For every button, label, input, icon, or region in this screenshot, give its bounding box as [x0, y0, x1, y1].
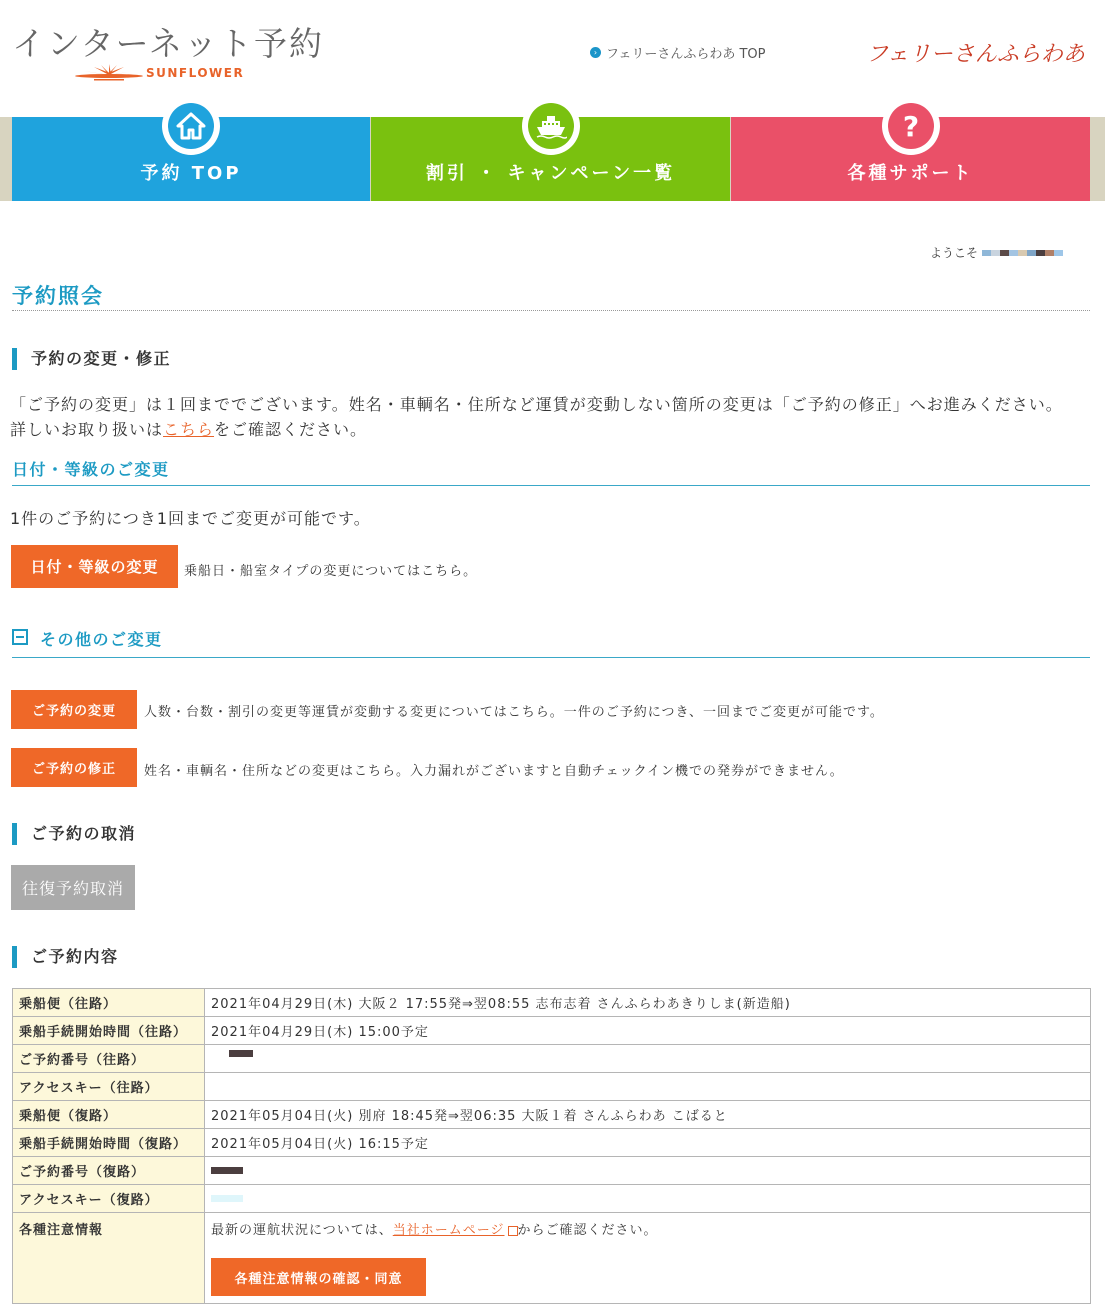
row-label: 乗船手続開始時間（復路）: [13, 1129, 205, 1157]
change-text-2: [10, 417, 1100, 440]
redacted-block: [211, 1167, 243, 1174]
notice-text: [211, 1219, 1084, 1238]
table-row: [13, 1213, 1091, 1304]
change-description: [10, 392, 1100, 440]
notice-text-post: からご確認ください。: [517, 1223, 658, 1238]
section-heading-cancel: ご予約の取消: [12, 823, 136, 845]
collapse-icon[interactable]: [12, 629, 28, 645]
site-title: インターネット予約: [12, 24, 325, 63]
notice-text-pre: 最新の運航状況については、: [211, 1223, 393, 1238]
row-value: 2021年05月04日(火) 16:15予定: [205, 1129, 1091, 1157]
date-change-heading: 日付・等級のご変更: [12, 460, 170, 479]
change-text-1: 「ご予約の変更」は１回まででございます。姓名・車輌名・住所など運賃が変動しない箇所の変更は「ご予約の修正」へお進みください。: [10, 395, 1063, 414]
date-change-note: 乗船日・船室タイプの変更についてはこちら。: [184, 564, 478, 579]
ferry-sunflower-logo[interactable]: フェリーさんふらわあ: [866, 42, 1085, 67]
nav-label: 各種サポート: [847, 163, 974, 184]
table-row: [13, 989, 1091, 1017]
row-value: 2021年04月29日(木) 15:00予定: [205, 1017, 1091, 1045]
welcome-label: ようこそ: [930, 246, 979, 260]
section-heading-change: 予約の変更・修正: [12, 348, 171, 370]
row-label: ご予約番号（復路）: [13, 1157, 205, 1185]
section-heading-details: ご予約内容: [12, 946, 119, 968]
date-change-text: 1件のご予約につき1回までご変更が可能です。: [10, 509, 371, 528]
row-label: 乗船手続開始時間（往路）: [13, 1017, 205, 1045]
page-title: 予約照会: [12, 284, 104, 308]
divider: [12, 657, 1090, 658]
table-row: [13, 1101, 1091, 1129]
row-value: 2021年04月29日(木) 大阪２ 17:55発⇒翌08:55 志布志着 さんふらわあきりしま(新造船): [205, 989, 1091, 1017]
divider: [12, 485, 1090, 486]
homepage-link[interactable]: 当社ホームページ: [392, 1223, 505, 1238]
reservation-change-button[interactable]: ご予約の変更: [11, 690, 137, 729]
row-label: アクセスキー（復路）: [13, 1185, 205, 1213]
brand-name: SUNFLOWER: [146, 66, 245, 80]
row-label: 乗船便（往路）: [13, 989, 205, 1017]
date-class-change-button[interactable]: 日付・等級の変更: [11, 545, 178, 588]
row-label: ご予約番号（往路）: [13, 1045, 205, 1073]
ferry-top-link-label: フェリーさんふらわあ TOP: [606, 47, 766, 62]
sun-logo-icon: [74, 63, 144, 83]
arrow-right-icon: ›: [590, 47, 601, 58]
redacted-username: [982, 250, 1063, 256]
change-text-2-post: をご確認ください。: [214, 420, 368, 439]
divider: [12, 310, 1090, 311]
sunflower-logo[interactable]: [74, 62, 244, 84]
ferry-top-link[interactable]: [590, 43, 766, 62]
details-link[interactable]: こちら: [163, 420, 215, 439]
table-row: [13, 1017, 1091, 1045]
redacted-block: [229, 1050, 253, 1057]
reservation-details-table: [12, 988, 1091, 1304]
notice-cell: [205, 1213, 1091, 1304]
welcome-message: [930, 244, 1063, 261]
table-row: [13, 1129, 1091, 1157]
row-value-redacted: [205, 1157, 1091, 1185]
reservation-change-note: 人数・台数・割引の変更等運賃が変動する変更についてはこちら。一件のご予約につき、一回までご変更が可能です。: [144, 705, 884, 720]
change-text-2-pre: 詳しいお取り扱いは: [10, 420, 164, 439]
row-value-redacted: [205, 1045, 1091, 1073]
table-row: [13, 1185, 1091, 1213]
row-label: 各種注意情報: [13, 1213, 205, 1304]
nav-label: 予約 TOP: [140, 163, 242, 184]
reservation-modify-note: 姓名・車輌名・住所などの変更はこちら。入力漏れがございますと自動チェックイン機での発券ができません。: [144, 764, 844, 779]
ship-icon[interactable]: [522, 97, 580, 155]
other-change-heading[interactable]: その他のご変更: [40, 630, 163, 649]
table-row: [13, 1045, 1091, 1073]
redacted-block: [211, 1195, 243, 1202]
row-value: 2021年05月04日(火) 別府 18:45発⇒翌06:35 大阪１着 さんふらわあ こばると: [205, 1101, 1091, 1129]
external-link-icon: [508, 1226, 518, 1236]
row-label: 乗船便（復路）: [13, 1101, 205, 1129]
nav-label: 割引 ・ キャンペーン一覧: [425, 163, 676, 184]
notice-confirm-button[interactable]: 各種注意情報の確認・同意: [211, 1258, 426, 1296]
reservation-modify-button[interactable]: ご予約の修正: [11, 748, 137, 787]
row-label: アクセスキー（往路）: [13, 1073, 205, 1101]
question-icon[interactable]: ?: [882, 97, 940, 155]
table-row: [13, 1073, 1091, 1101]
row-value-redacted: [205, 1185, 1091, 1213]
home-icon[interactable]: [162, 97, 220, 155]
row-value-redacted: [205, 1073, 1091, 1101]
table-row: [13, 1157, 1091, 1185]
round-trip-cancel-button[interactable]: 往復予約取消: [11, 865, 135, 910]
